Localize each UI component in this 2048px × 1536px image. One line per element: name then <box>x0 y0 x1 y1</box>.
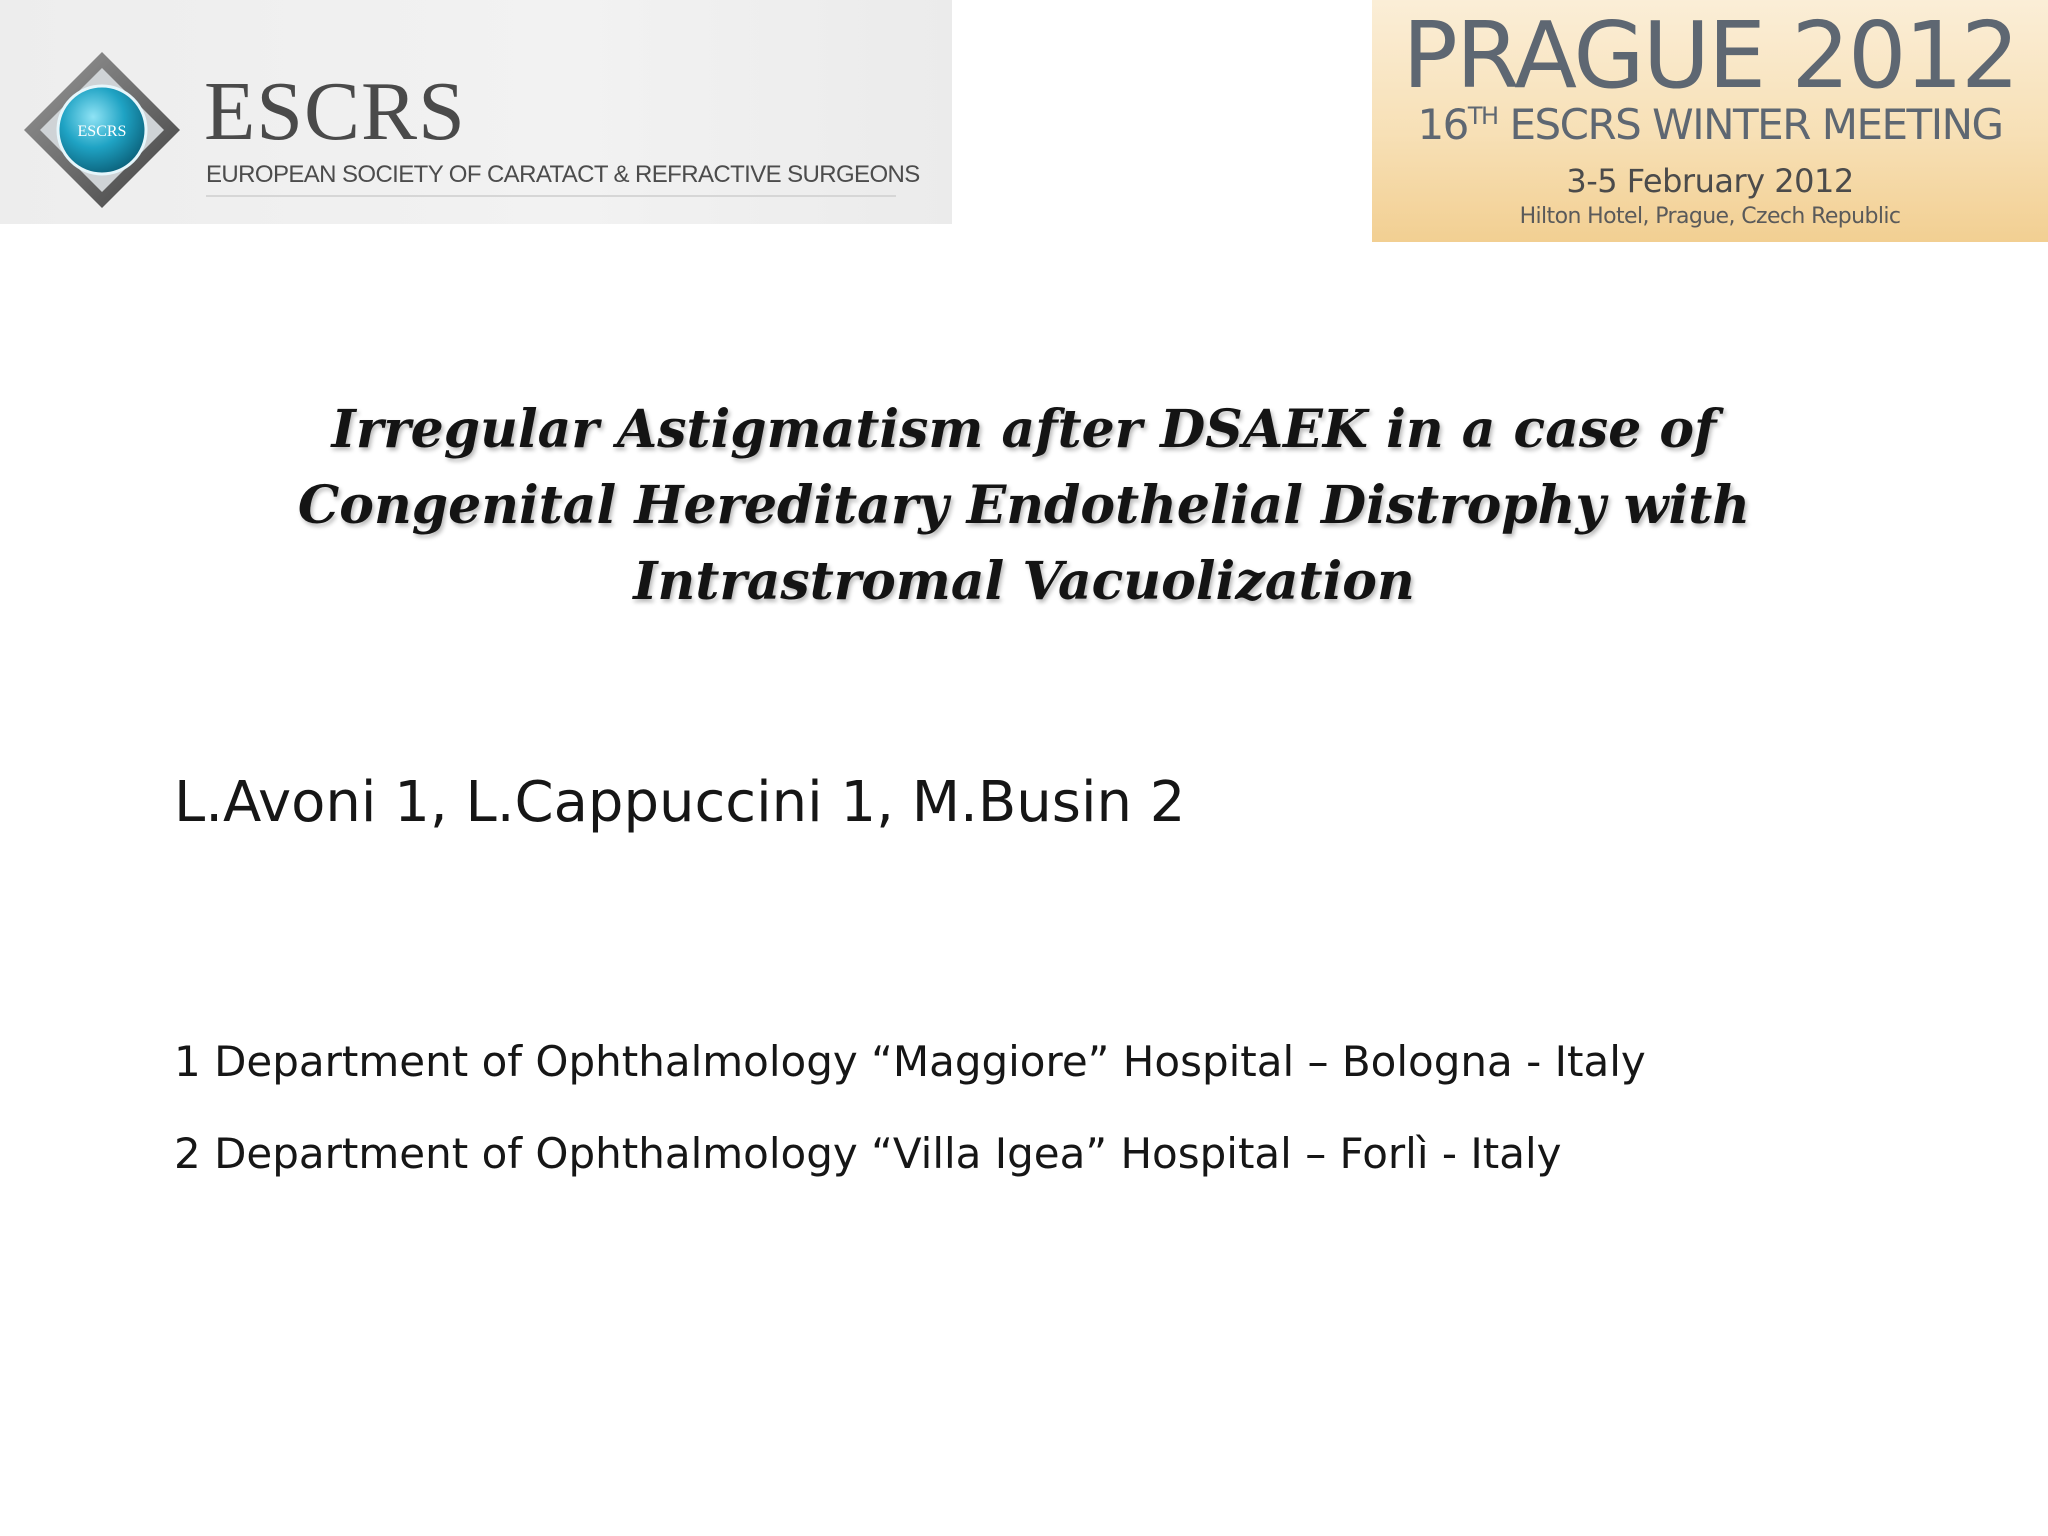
slide-title-line: Intrastromal Vacuolization <box>633 551 1415 612</box>
escrs-logo-banner <box>0 0 952 224</box>
escrs-badge-text: ESCRS <box>77 123 127 140</box>
meeting-number-suffix: TH <box>1467 102 1498 130</box>
escrs-subtitle: EUROPEAN SOCIETY OF CARATACT & REFRACTIVE SURGEONS <box>206 161 920 188</box>
meeting-subtitle <box>1372 100 2048 149</box>
meeting-number: 16 <box>1417 100 1468 149</box>
slide-title <box>200 392 1848 620</box>
slide-title-line: Congenital Hereditary Endothelial Distrophy with <box>297 475 1751 536</box>
escrs-wordmark: ESCRS <box>204 65 466 158</box>
escrs-divider <box>206 195 896 197</box>
meeting-title: PRAGUE 2012 <box>1402 2 2018 109</box>
affiliation-2: 2 Department of Ophthalmology “Villa Igea” Hospital – Forlì - Italy <box>174 1129 1562 1178</box>
escrs-diamond-emblem <box>22 50 182 210</box>
meeting-name: ESCRS WINTER MEETING <box>1497 100 2003 149</box>
authors-line: L.Avoni 1, L.Cappuccini 1, M.Busin 2 <box>174 770 1186 835</box>
meeting-banner <box>1372 0 2048 242</box>
affiliation-1: 1 Department of Ophthalmology “Maggiore” Hospital – Bologna - Italy <box>174 1037 1646 1086</box>
slide-title-line: Irregular Astigmatism after DSAEK in a case of <box>331 399 1717 460</box>
meeting-venue: Hilton Hotel, Prague, Czech Republic <box>1519 204 1901 229</box>
meeting-dates: 3-5 February 2012 <box>1566 162 1854 200</box>
